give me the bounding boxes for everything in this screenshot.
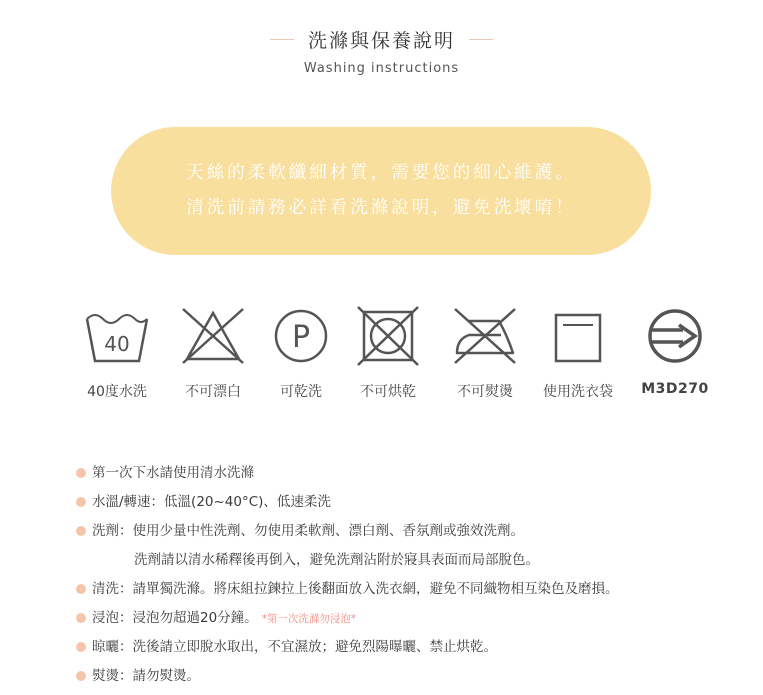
bullet-dot bbox=[76, 642, 86, 652]
bullet-dot bbox=[76, 613, 86, 623]
care-icons bbox=[0, 305, 763, 405]
bullet-dot bbox=[76, 584, 86, 594]
title-dash-right bbox=[469, 39, 493, 41]
bullet-dot bbox=[76, 671, 86, 681]
care-item-no-tumble-dry bbox=[338, 305, 438, 401]
title-row bbox=[0, 26, 763, 53]
dry-clean-icon bbox=[265, 305, 337, 367]
page-subtitle: Washing instructions bbox=[303, 61, 460, 76]
no-iron-icon bbox=[449, 305, 521, 367]
list-item: 第一次下水請使用清水洗滌 bbox=[76, 463, 743, 492]
list-item-continuation: 洗劑請以清水稀釋後再倒入，避免洗劑沾附於寢具表面而局部脫色。 bbox=[134, 552, 539, 568]
svg-text:P: P bbox=[291, 320, 311, 355]
care-item-no-bleach bbox=[163, 305, 263, 401]
care-item-no-iron bbox=[435, 305, 535, 401]
care-item-dry-clean bbox=[251, 305, 351, 401]
list-item: 清洗：請單獨洗滌。將床組拉鍊拉上後翻面放入洗衣網，避免不同織物相互染色及磨損。 bbox=[76, 579, 743, 608]
bullet-dot bbox=[76, 497, 86, 507]
header bbox=[0, 26, 763, 76]
list-item: 洗劑：使用少量中性洗劑、勿使用柔軟劑、漂白劑、香氛劑或強效洗劑。 bbox=[76, 521, 743, 550]
care-item-laundry-bag bbox=[528, 305, 628, 401]
care-label-certification: M3D270 bbox=[641, 381, 709, 397]
bullet-dot bbox=[76, 468, 86, 478]
notice-line-1: 天絲的柔軟纖細材質，需要您的細心維護。 bbox=[186, 163, 576, 183]
laundry-bag-icon bbox=[542, 305, 614, 367]
care-item-certification bbox=[625, 305, 725, 397]
care-label-laundry-bag: 使用洗衣袋 bbox=[543, 384, 613, 400]
notice-banner bbox=[111, 127, 651, 255]
list-item: 晾曬：洗後請立即脫水取出，不宜濕放；避免烈陽曝曬、禁止烘乾。 bbox=[76, 637, 743, 666]
care-label-no-bleach: 不可漂白 bbox=[185, 384, 241, 400]
svg-text:40: 40 bbox=[104, 332, 130, 356]
no-tumble-dry-icon bbox=[352, 305, 424, 367]
care-label-wash-40: 40度水洗 bbox=[87, 384, 147, 400]
instruction-list bbox=[76, 463, 743, 695]
soak-note: *第一次洗滌勿浸泡* bbox=[261, 613, 357, 625]
list-item: 熨燙：請勿熨燙。 bbox=[76, 666, 743, 695]
list-item: 水溫/轉速：低溫(20~40°C)、低速柔洗 bbox=[76, 492, 743, 521]
wash-40-icon bbox=[81, 305, 153, 367]
care-label-no-tumble-dry: 不可烘乾 bbox=[360, 384, 416, 400]
care-item-wash-40 bbox=[67, 305, 167, 401]
care-label-dry-clean: 可乾洗 bbox=[280, 384, 322, 400]
page-title: 洗滌與保養說明 bbox=[307, 30, 455, 52]
notice-line-2: 清洗前請務必詳看洗滌說明，避免洗壞唷！ bbox=[186, 198, 576, 218]
bullet-dot bbox=[76, 526, 86, 536]
title-dash-left bbox=[270, 39, 294, 41]
no-bleach-icon bbox=[177, 305, 249, 367]
care-label-no-iron: 不可熨燙 bbox=[457, 384, 513, 400]
certification-mark-icon bbox=[639, 305, 711, 367]
list-item: 浸泡：浸泡勿超過20分鐘。 *第一次洗滌勿浸泡* bbox=[76, 608, 743, 637]
